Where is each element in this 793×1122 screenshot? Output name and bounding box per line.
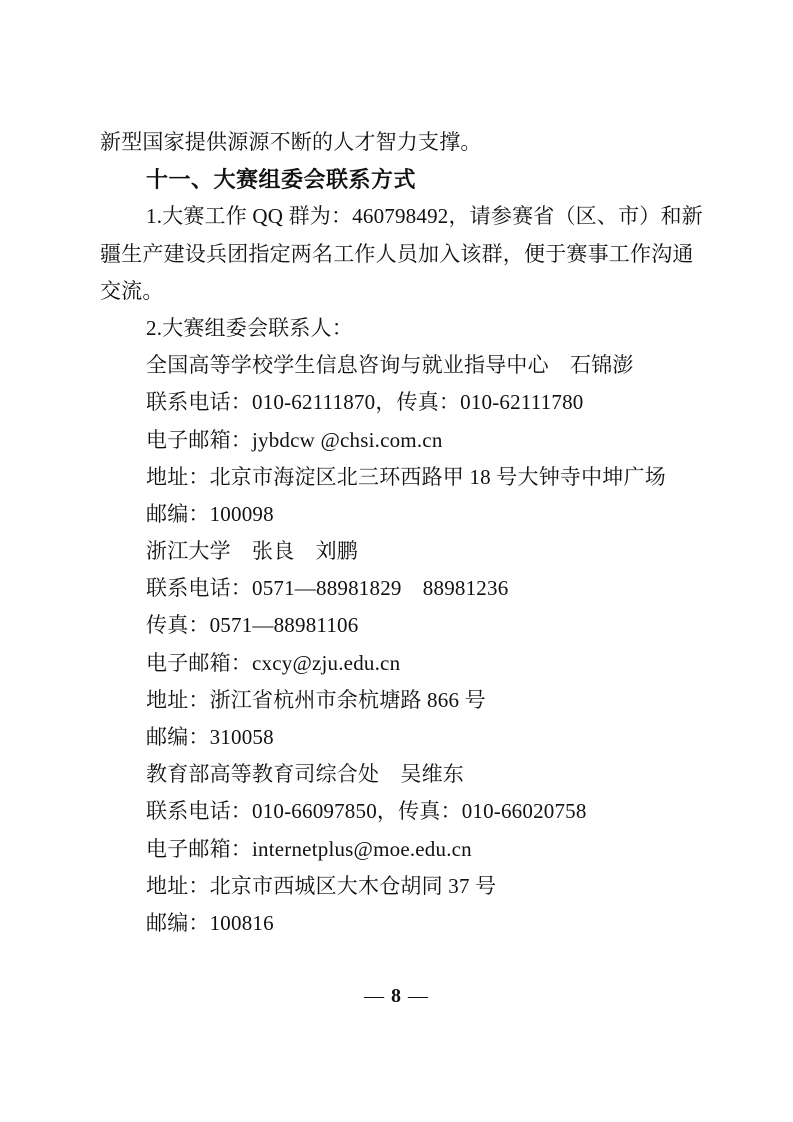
- qq-paragraph-line-2: 疆生产建设兵团指定两名工作人员加入该群，便于赛事工作沟通: [100, 241, 694, 266]
- contact-line-phone-3: 联系电话：010-66097850，传真：010-66020758: [146, 799, 587, 824]
- contact-line-fax-2: 传真：0571—88981106: [146, 613, 359, 638]
- qq-paragraph-line-3: 交流。: [100, 278, 164, 303]
- section-heading: 十一、大赛组委会联系方式: [146, 167, 417, 193]
- contacts-intro-line: 2.大赛组委会联系人：: [146, 315, 353, 340]
- contact-line-zip-1: 邮编：100098: [146, 501, 274, 526]
- document-body: [100, 124, 718, 942]
- contact-line-org-1: 全国高等学校学生信息咨询与就业指导中心 石锦澎: [146, 353, 634, 378]
- contact-line-org-2: 浙江大学 张良 刘鹏: [146, 539, 358, 564]
- page-number-dash-right: —: [408, 985, 429, 1007]
- contact-line-zip-2: 邮编：310058: [146, 725, 274, 749]
- closing-paragraph-line: 新型国家提供源源不断的人才智力支撑。: [100, 130, 482, 154]
- qq-paragraph-line-1: 1.大赛工作 QQ 群为：460798492，请参赛省（区、市）和新: [146, 204, 703, 229]
- contact-line-address-1: 地址：北京市海淀区北三环西路甲 18 号大钟寺中坤广场: [146, 464, 666, 489]
- contact-line-phone-1: 联系电话：010-62111870，传真：010-62111780: [146, 390, 584, 415]
- contact-line-zip-3: 邮编：100816: [146, 910, 274, 935]
- page-number-value: 8: [391, 985, 402, 1007]
- contact-line-org-3: 教育部高等教育司综合处 吴维东: [146, 762, 464, 787]
- contact-line-email-3: 电子邮箱：internetplus@moe.edu.cn: [146, 836, 472, 861]
- contact-line-address-2: 地址：浙江省杭州市余杭塘路 866 号: [146, 687, 486, 712]
- contact-line-address-3: 地址：北京市西城区大木仓胡同 37 号: [146, 873, 497, 898]
- contact-line-phone-2: 联系电话：0571—88981829 88981236: [146, 576, 509, 601]
- page-number: [0, 985, 793, 1008]
- contact-line-email-2: 电子邮箱：cxcy@zju.edu.cn: [146, 650, 401, 675]
- page-number-dash-left: —: [364, 985, 385, 1007]
- contact-line-email-1: 电子邮箱：jybdcw @chsi.com.cn: [146, 427, 443, 452]
